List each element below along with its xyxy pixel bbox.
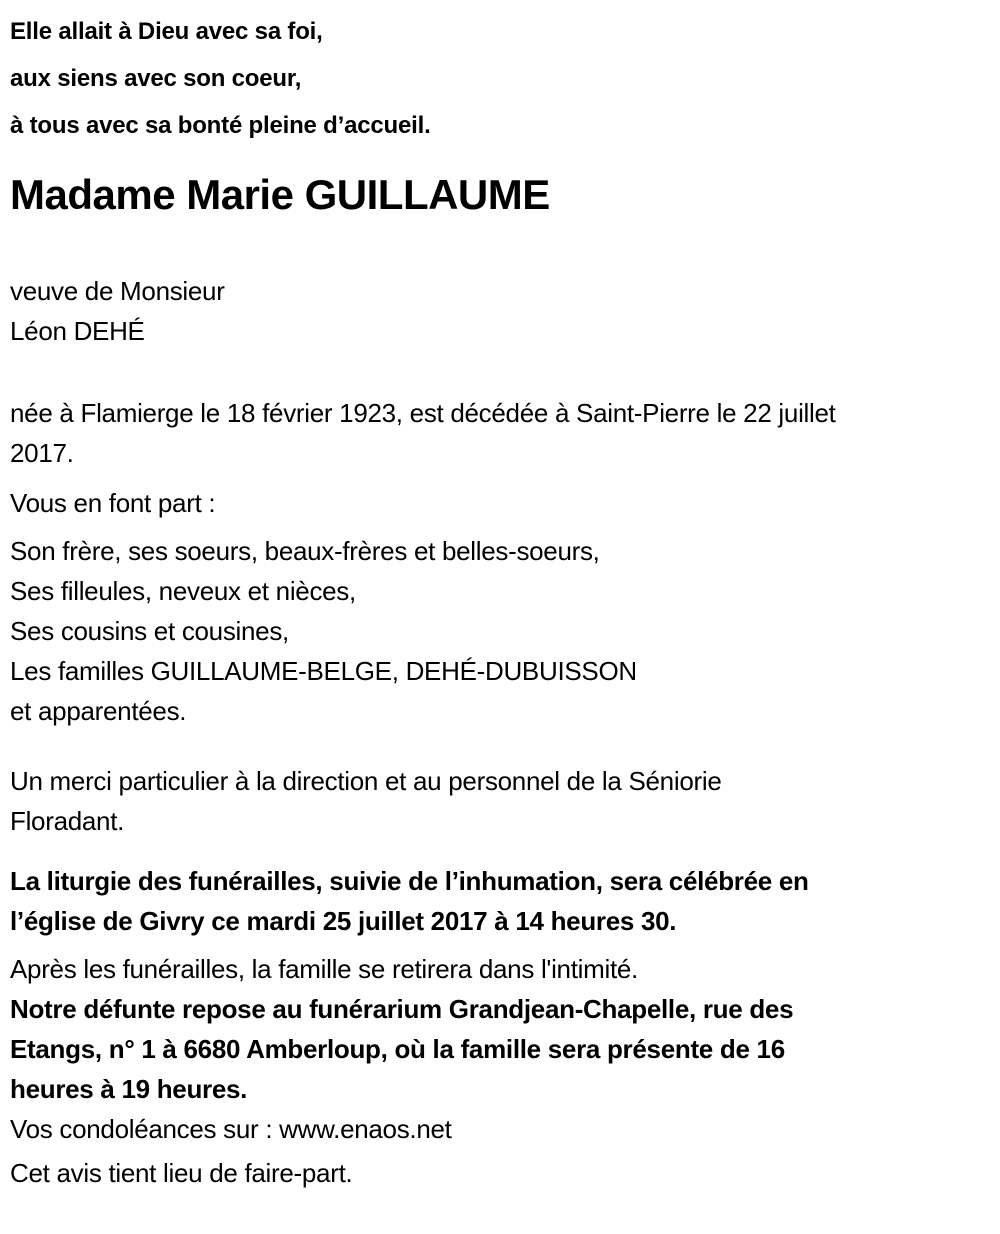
ceremony-line: La liturgie des funérailles, suivie de l’inhumation, sera célébrée en bbox=[10, 866, 809, 896]
life-dates-line: 2017. bbox=[10, 438, 74, 468]
closing-paragraph bbox=[10, 1153, 988, 1193]
repose-line: heures à 19 heures. bbox=[10, 1074, 248, 1104]
epigraph-line: à tous avec sa bonté pleine d’accueil. bbox=[10, 112, 431, 139]
announcement-intro-line: Vous en font part : bbox=[10, 488, 216, 518]
deceased-name-title: Madame Marie GUILLAUME bbox=[10, 171, 550, 218]
life-dates-paragraph bbox=[10, 393, 988, 473]
privacy-paragraph bbox=[10, 949, 988, 989]
family-line: Son frère, ses soeurs, beaux-frères et belles-soeurs, bbox=[10, 536, 600, 566]
condolences-paragraph bbox=[10, 1109, 988, 1149]
ceremony-paragraph bbox=[10, 861, 988, 941]
thanks-line: Un merci particulier à la direction et au personnel de la Séniorie bbox=[10, 766, 722, 796]
closing-line: Cet avis tient lieu de faire-part. bbox=[10, 1158, 353, 1188]
condolences-line: Vos condoléances sur : www.enaos.net bbox=[10, 1114, 452, 1144]
epigraph-line: Elle allait à Dieu avec sa foi, bbox=[10, 18, 323, 45]
relation-paragraph bbox=[10, 271, 988, 351]
thanks-line: Floradant. bbox=[10, 806, 125, 836]
family-list bbox=[10, 531, 988, 731]
repose-line: Notre défunte repose au funérarium Grandjean-Chapelle, rue des bbox=[10, 994, 794, 1024]
relation-line: Léon DEHÉ bbox=[10, 316, 145, 346]
announcement-intro bbox=[10, 483, 988, 523]
thanks-paragraph bbox=[10, 761, 988, 841]
family-line: Ses cousins et cousines, bbox=[10, 616, 289, 646]
privacy-line: Après les funérailles, la famille se retirera dans l'intimité. bbox=[10, 954, 638, 984]
family-line: Les familles GUILLAUME-BELGE, DEHÉ-DUBUISSON bbox=[10, 656, 637, 686]
epigraph bbox=[10, 8, 988, 149]
epigraph-line: aux siens avec son coeur, bbox=[10, 65, 302, 92]
relation-line: veuve de Monsieur bbox=[10, 276, 225, 306]
repose-line: Etangs, n° 1 à 6680 Amberloup, où la famille sera présente de 16 bbox=[10, 1034, 785, 1064]
family-line: Ses filleules, neveux et nièces, bbox=[10, 576, 356, 606]
repose-paragraph bbox=[10, 989, 988, 1109]
family-line: et apparentées. bbox=[10, 696, 187, 726]
life-dates-line: née à Flamierge le 18 février 1923, est décédée à Saint-Pierre le 22 juillet bbox=[10, 398, 836, 428]
ceremony-line: l’église de Givry ce mardi 25 juillet 2017 à 14 heures 30. bbox=[10, 906, 677, 936]
